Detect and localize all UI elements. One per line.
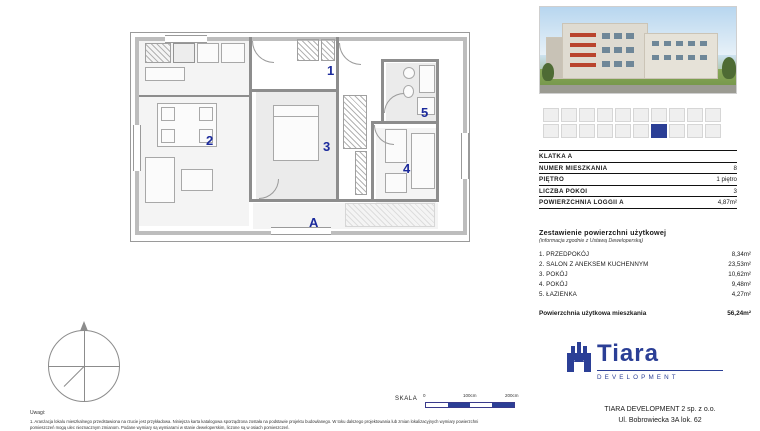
- nightstand-icon: [385, 173, 407, 193]
- loggia-area: [345, 203, 435, 227]
- scale-tick-2: 200cm: [505, 393, 519, 398]
- highlighted-unit: [651, 124, 667, 138]
- spec-value: 3: [734, 188, 737, 195]
- crown-icon: [565, 340, 593, 374]
- bed-small-icon: [411, 133, 435, 189]
- kitchen-counter-icon: [145, 43, 171, 63]
- area-name: 2. SALON Z ANEKSEM KUCHENNYM: [539, 261, 648, 268]
- wall-int-6: [249, 199, 439, 202]
- list-item: [539, 269, 751, 279]
- wall-int-5: [249, 89, 252, 201]
- window-icon: [133, 125, 141, 171]
- room-number-4: 4: [403, 161, 410, 176]
- wall-int-4: [336, 89, 339, 201]
- window-icon: [461, 133, 469, 179]
- chair-icon: [161, 129, 175, 143]
- list-item: [539, 280, 751, 290]
- wall-int-8: [371, 121, 374, 201]
- wall-int-10: [381, 59, 439, 62]
- area-breakdown: [539, 228, 751, 317]
- table-row: [539, 163, 737, 175]
- kitchen-hob-icon: [173, 43, 195, 63]
- area-name: 4. POKÓJ: [539, 281, 568, 288]
- table-row: [539, 150, 737, 163]
- wall-int-2: [249, 89, 339, 92]
- room-label-a: A: [309, 215, 318, 230]
- list-item: [539, 259, 751, 269]
- scale-ticks: [421, 393, 521, 401]
- company-name: TIARA DEVELOPMENT 2 sp. z o.o.: [565, 404, 755, 415]
- compass-icon: [48, 330, 120, 402]
- spec-value: 8: [734, 165, 737, 172]
- coffee-table-icon: [181, 169, 213, 191]
- logo-subtitle: DEVELOPMENT: [597, 374, 679, 381]
- spec-key: PIĘTRO: [539, 176, 564, 183]
- area-name: 1. PRZEDPOKÓJ: [539, 251, 589, 258]
- area-name: 5. ŁAZIENKA: [539, 291, 577, 298]
- wall-int-9: [436, 59, 439, 201]
- list-item: [539, 249, 751, 259]
- kitchen-cabinet-icon: [145, 67, 185, 81]
- spec-key: LICZBA POKOI: [539, 188, 587, 195]
- scale-label: SKALA: [395, 396, 417, 402]
- bathtub-icon: [419, 65, 435, 93]
- area-value: 8,34m²: [732, 251, 751, 258]
- door-swing-icon: [339, 43, 361, 65]
- kitchen-fridge-icon: [221, 43, 245, 63]
- area-total-label: Powierzchnia użytkowa mieszkania: [539, 310, 646, 317]
- chair-icon: [199, 107, 213, 121]
- wardrobe-icon: [321, 39, 335, 61]
- wall-int-12: [139, 95, 249, 97]
- door-swing-icon: [252, 41, 274, 63]
- spec-value: 1 piętro: [716, 176, 737, 183]
- area-total-row: [539, 307, 751, 317]
- bed-pillow-icon: [273, 105, 319, 117]
- logo-divider: [597, 370, 723, 371]
- unit-spec-table: [539, 150, 737, 209]
- apartment-outline: [130, 32, 470, 242]
- area-value: 4,27m²: [732, 291, 751, 298]
- window-icon: [271, 227, 331, 235]
- table-row: [539, 197, 737, 209]
- company-address: [565, 404, 755, 426]
- spec-key: NUMER MIESZKANIA: [539, 165, 608, 172]
- logo-name: Tiara: [597, 342, 659, 366]
- area-value: 9,48m²: [732, 281, 751, 288]
- kitchen-sink-icon: [197, 43, 219, 63]
- footer-note-text: 1. Aranżacja lokalu mieszkalnego przedstawiona na rzucie jest przykładowa. Niniejsza karta katalogowa sporządzona została na podstawie projektu budowlanego. W toku dalszego projektowania lub zmian lokalizacyjnych wymiary powierzchni pomieszczeń mogą ulec nieznacznym zmianom. Podane wymiary są wymiarami w stanie deweloperskim, liczone są w osiach pomieszczeń.: [30, 419, 500, 431]
- room-number-2: 2: [206, 133, 213, 148]
- spec-value: 4,87m²: [718, 199, 737, 206]
- closet-icon: [343, 95, 367, 149]
- wall-int-7: [371, 121, 439, 124]
- scale-tick-1: 100cm: [463, 393, 477, 398]
- sofa-icon: [145, 157, 175, 203]
- room-number-1: 1: [327, 63, 334, 78]
- scale-tick-0: 0: [423, 393, 426, 398]
- table-row: [539, 186, 737, 198]
- logo-text-block: [597, 342, 659, 366]
- area-value: 23,53m²: [728, 261, 751, 268]
- spec-key: POWIERZCHNIA LOGGII A: [539, 199, 624, 206]
- building-photo: [539, 6, 737, 94]
- wardrobe-icon: [297, 39, 319, 61]
- floor-key-plan: [539, 104, 737, 144]
- area-subtitle: (informacja zgodnie z Ustawą Deweloperską): [539, 238, 751, 244]
- chair-icon: [161, 107, 175, 121]
- area-total-value: 56,24m²: [727, 310, 751, 317]
- room-number-3: 3: [323, 139, 330, 154]
- washbasin-icon: [403, 67, 415, 79]
- toilet-icon: [403, 85, 414, 98]
- company-street: Ul. Bobrowiecka 3A lok. 62: [565, 415, 755, 426]
- table-row: [539, 174, 737, 186]
- footer-note-heading: Uwagi:: [30, 410, 500, 418]
- area-name: 3. POKÓJ: [539, 271, 568, 278]
- area-title: Zestawienie powierzchni użytkowej: [539, 228, 751, 237]
- room-number-5: 5: [421, 105, 428, 120]
- spec-key: KLATKA A: [539, 153, 573, 160]
- list-item: [539, 290, 751, 300]
- area-value: 10,62m²: [728, 271, 751, 278]
- closet-icon: [355, 151, 367, 195]
- window-icon: [165, 35, 207, 43]
